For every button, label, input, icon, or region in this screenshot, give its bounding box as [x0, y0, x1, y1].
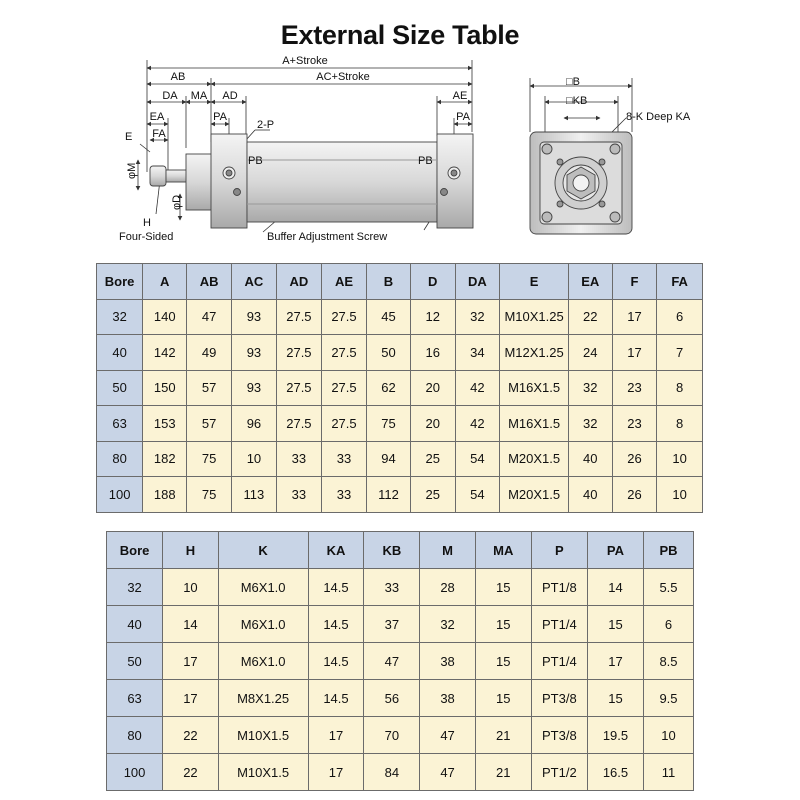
- table-row: [97, 370, 703, 406]
- value-cell: 21: [475, 754, 531, 791]
- label-pb-left: PB: [248, 155, 263, 167]
- value-cell: PT1/2: [531, 754, 587, 791]
- column-header: EA: [568, 264, 612, 300]
- value-cell: PT3/8: [531, 680, 587, 717]
- value-cell: 24: [568, 335, 612, 371]
- value-cell: 32: [420, 606, 476, 643]
- value-cell: M6X1.0: [218, 606, 308, 643]
- value-cell: 27.5: [276, 370, 321, 406]
- column-header: Bore: [97, 264, 143, 300]
- value-cell: 20: [410, 406, 455, 442]
- table-row: [97, 406, 703, 442]
- column-header: K: [218, 532, 308, 569]
- label-ma: MA: [190, 90, 208, 102]
- column-header: Bore: [107, 532, 163, 569]
- value-cell: 27.5: [276, 335, 321, 371]
- column-header: M: [420, 532, 476, 569]
- value-cell: 42: [455, 406, 500, 442]
- value-cell: 42: [455, 370, 500, 406]
- label-pa-right: PA: [456, 111, 470, 123]
- value-cell: 10: [163, 569, 219, 606]
- value-cell: 47: [420, 754, 476, 791]
- value-cell: 8: [657, 370, 703, 406]
- column-header: KB: [364, 532, 420, 569]
- value-cell: 14.5: [308, 606, 364, 643]
- column-header: E: [500, 264, 569, 300]
- value-cell: 5.5: [643, 569, 693, 606]
- value-cell: 16.5: [587, 754, 643, 791]
- bore-cell: 80: [97, 441, 143, 477]
- value-cell: 33: [364, 569, 420, 606]
- value-cell: 27.5: [321, 406, 366, 442]
- bore-cell: 63: [107, 680, 163, 717]
- bore-cell: 50: [107, 643, 163, 680]
- column-header: H: [163, 532, 219, 569]
- value-cell: 27.5: [321, 335, 366, 371]
- label-da: DA: [162, 90, 178, 102]
- table-row: [97, 299, 703, 335]
- value-cell: 49: [187, 335, 232, 371]
- value-cell: 14.5: [308, 680, 364, 717]
- label-ka: 8-K Deep KA: [626, 111, 691, 123]
- column-header: FA: [657, 264, 703, 300]
- value-cell: 14.5: [308, 569, 364, 606]
- value-cell: M8X1.25: [218, 680, 308, 717]
- table-row: [107, 680, 694, 717]
- column-header: AD: [276, 264, 321, 300]
- value-cell: 17: [612, 299, 657, 335]
- value-cell: 6: [643, 606, 693, 643]
- value-cell: 11: [643, 754, 693, 791]
- value-cell: M10X1.25: [500, 299, 569, 335]
- value-cell: M16X1.5: [500, 406, 569, 442]
- value-cell: 10: [657, 441, 703, 477]
- label-phi-m: φM: [126, 162, 138, 179]
- value-cell: 17: [308, 754, 364, 791]
- bore-cell: 80: [107, 717, 163, 754]
- cylinder-dimension-drawing: [0, 52, 800, 252]
- column-header: PB: [643, 532, 693, 569]
- label-ad: AD: [222, 90, 238, 102]
- value-cell: 17: [308, 717, 364, 754]
- value-cell: 93: [231, 335, 276, 371]
- value-cell: 94: [367, 441, 411, 477]
- value-cell: 32: [568, 370, 612, 406]
- value-cell: 17: [163, 643, 219, 680]
- value-cell: 33: [276, 441, 321, 477]
- value-cell: M10X1.5: [218, 717, 308, 754]
- label-phi-d: φD: [171, 194, 183, 210]
- value-cell: M6X1.0: [218, 569, 308, 606]
- size-table-1: [96, 263, 703, 513]
- bore-cell: 63: [97, 406, 143, 442]
- value-cell: PT1/4: [531, 606, 587, 643]
- label-pb-right: PB: [418, 155, 433, 167]
- label-a-stroke: A+Stroke: [282, 55, 328, 67]
- value-cell: 27.5: [276, 299, 321, 335]
- value-cell: 15: [587, 680, 643, 717]
- value-cell: 7: [657, 335, 703, 371]
- value-cell: 38: [420, 643, 476, 680]
- column-header: DA: [455, 264, 500, 300]
- label-b: □B: [566, 76, 580, 88]
- table-header-row: [97, 264, 703, 300]
- value-cell: 47: [187, 299, 232, 335]
- value-cell: 26: [612, 441, 657, 477]
- value-cell: 10: [643, 717, 693, 754]
- value-cell: PT1/8: [531, 569, 587, 606]
- table-row: [107, 569, 694, 606]
- page-title: External Size Table: [280, 20, 520, 50]
- value-cell: 47: [420, 717, 476, 754]
- column-header: AB: [187, 264, 232, 300]
- column-header: F: [612, 264, 657, 300]
- value-cell: 17: [587, 643, 643, 680]
- bore-cell: 50: [97, 370, 143, 406]
- value-cell: 75: [187, 441, 232, 477]
- value-cell: 182: [143, 441, 187, 477]
- value-cell: 37: [364, 606, 420, 643]
- value-cell: 17: [612, 335, 657, 371]
- value-cell: 27.5: [321, 299, 366, 335]
- label-2p: 2-P: [257, 119, 275, 131]
- column-header: A: [143, 264, 187, 300]
- value-cell: 54: [455, 477, 500, 513]
- value-cell: M10X1.5: [218, 754, 308, 791]
- value-cell: 15: [475, 680, 531, 717]
- size-table-2: [106, 531, 694, 791]
- value-cell: 153: [143, 406, 187, 442]
- value-cell: 57: [187, 406, 232, 442]
- value-cell: 15: [587, 606, 643, 643]
- value-cell: 27.5: [321, 370, 366, 406]
- value-cell: 34: [455, 335, 500, 371]
- bore-cell: 40: [107, 606, 163, 643]
- label-pa-left: PA: [213, 111, 227, 123]
- value-cell: 75: [187, 477, 232, 513]
- value-cell: 23: [612, 370, 657, 406]
- value-cell: 8.5: [643, 643, 693, 680]
- value-cell: 142: [143, 335, 187, 371]
- label-fa: FA: [152, 128, 166, 140]
- value-cell: 22: [163, 754, 219, 791]
- table-row: [97, 441, 703, 477]
- value-cell: 93: [231, 299, 276, 335]
- table-row: [97, 335, 703, 371]
- bore-cell: 40: [97, 335, 143, 371]
- value-cell: 32: [568, 406, 612, 442]
- value-cell: 25: [410, 477, 455, 513]
- value-cell: 8: [657, 406, 703, 442]
- value-cell: 9.5: [643, 680, 693, 717]
- value-cell: M16X1.5: [500, 370, 569, 406]
- value-cell: 15: [475, 606, 531, 643]
- value-cell: 32: [455, 299, 500, 335]
- value-cell: 140: [143, 299, 187, 335]
- value-cell: 47: [364, 643, 420, 680]
- column-header: P: [531, 532, 587, 569]
- value-cell: 62: [367, 370, 411, 406]
- value-cell: 27.5: [276, 406, 321, 442]
- column-header: AC: [231, 264, 276, 300]
- value-cell: PT1/4: [531, 643, 587, 680]
- value-cell: 188: [143, 477, 187, 513]
- table-header-row: [107, 532, 694, 569]
- value-cell: 38: [420, 680, 476, 717]
- bore-cell: 32: [107, 569, 163, 606]
- value-cell: 15: [475, 643, 531, 680]
- label-ae: AE: [452, 90, 468, 102]
- column-header: D: [410, 264, 455, 300]
- value-cell: 17: [163, 680, 219, 717]
- label-h: H: [143, 217, 151, 229]
- table-row: [107, 717, 694, 754]
- table-row: [107, 606, 694, 643]
- value-cell: PT3/8: [531, 717, 587, 754]
- value-cell: 16: [410, 335, 455, 371]
- value-cell: 45: [367, 299, 411, 335]
- bore-cell: 100: [107, 754, 163, 791]
- column-header: MA: [475, 532, 531, 569]
- value-cell: 28: [420, 569, 476, 606]
- column-header: KA: [308, 532, 364, 569]
- value-cell: 96: [231, 406, 276, 442]
- value-cell: 40: [568, 441, 612, 477]
- value-cell: 112: [367, 477, 411, 513]
- value-cell: 23: [612, 406, 657, 442]
- column-header: AE: [321, 264, 366, 300]
- label-buffer-adjustment-screw: Buffer Adjustment Screw: [267, 231, 388, 243]
- table-row: [107, 643, 694, 680]
- value-cell: 84: [364, 754, 420, 791]
- label-kb: □KB: [566, 95, 588, 107]
- value-cell: 12: [410, 299, 455, 335]
- value-cell: 70: [364, 717, 420, 754]
- value-cell: M20X1.5: [500, 477, 569, 513]
- label-e: E: [125, 131, 133, 143]
- value-cell: 14: [163, 606, 219, 643]
- value-cell: 6: [657, 299, 703, 335]
- label-ea: EA: [149, 111, 165, 123]
- value-cell: M6X1.0: [218, 643, 308, 680]
- value-cell: 33: [321, 477, 366, 513]
- value-cell: M20X1.5: [500, 441, 569, 477]
- value-cell: 93: [231, 370, 276, 406]
- value-cell: 56: [364, 680, 420, 717]
- value-cell: 20: [410, 370, 455, 406]
- column-header: PA: [587, 532, 643, 569]
- table-row: [107, 754, 694, 791]
- value-cell: 54: [455, 441, 500, 477]
- value-cell: 150: [143, 370, 187, 406]
- value-cell: 22: [163, 717, 219, 754]
- label-ab: AB: [170, 71, 186, 83]
- table-row: [97, 477, 703, 513]
- value-cell: 40: [568, 477, 612, 513]
- value-cell: 14: [587, 569, 643, 606]
- value-cell: 57: [187, 370, 232, 406]
- value-cell: 21: [475, 717, 531, 754]
- value-cell: 25: [410, 441, 455, 477]
- value-cell: 15: [475, 569, 531, 606]
- value-cell: 33: [321, 441, 366, 477]
- value-cell: 22: [568, 299, 612, 335]
- column-header: B: [367, 264, 411, 300]
- value-cell: 10: [657, 477, 703, 513]
- value-cell: 113: [231, 477, 276, 513]
- bore-cell: 32: [97, 299, 143, 335]
- label-ac-stroke: AC+Stroke: [316, 71, 370, 83]
- value-cell: 33: [276, 477, 321, 513]
- value-cell: 14.5: [308, 643, 364, 680]
- value-cell: 75: [367, 406, 411, 442]
- value-cell: M12X1.25: [500, 335, 569, 371]
- value-cell: 50: [367, 335, 411, 371]
- value-cell: 19.5: [587, 717, 643, 754]
- value-cell: 10: [231, 441, 276, 477]
- label-four-sided: Four-Sided: [119, 231, 174, 243]
- bore-cell: 100: [97, 477, 143, 513]
- value-cell: 26: [612, 477, 657, 513]
